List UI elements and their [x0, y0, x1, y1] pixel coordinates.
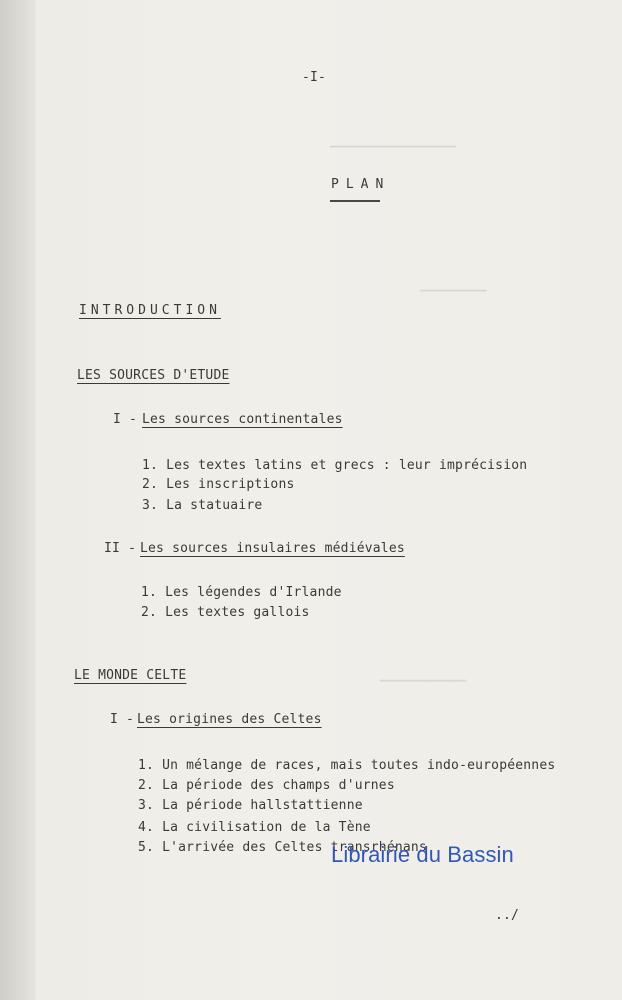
- part-title: Les sources continentales: [142, 412, 343, 427]
- page-gutter: [0, 0, 36, 1000]
- list-item: 5. L'arrivée des Celtes transrhénans: [138, 840, 427, 855]
- page-number: -I-: [302, 70, 327, 85]
- part-numeral: I -: [113, 412, 138, 427]
- list-item: 2. La période des champs d'urnes: [138, 778, 395, 793]
- show-through-text: ▔▔▔▔▔▔▔▔▔▔▔▔▔▔▔▔▔▔▔: [330, 146, 456, 159]
- part-title: Les sources insulaires médiévales: [140, 541, 405, 556]
- introduction-heading: INTRODUCTION: [79, 303, 221, 318]
- list-item: 1. Les textes latins et grecs : leur imprécision: [142, 458, 528, 473]
- continuation-mark: ../: [495, 908, 520, 923]
- list-item: 3. La statuaire: [142, 498, 263, 513]
- list-item: 4. La civilisation de la Tène: [138, 820, 371, 835]
- show-through-text: ▔▔▔▔▔▔▔▔▔▔: [420, 290, 487, 303]
- list-item: 2. Les textes gallois: [141, 605, 310, 620]
- plan-title-rule: [330, 200, 380, 202]
- part-numeral: II -: [104, 541, 137, 556]
- section-heading-sources: LES SOURCES D'ETUDE: [77, 368, 230, 383]
- show-through-text: ▔▔▔▔▔▔▔▔▔▔▔▔▔: [380, 680, 467, 693]
- part-numeral: I -: [110, 712, 135, 727]
- list-item: 2. Les inscriptions: [142, 477, 295, 492]
- plan-title: PLAN: [331, 177, 391, 192]
- watermark-text: Librairie du Bassin: [331, 842, 514, 867]
- list-item: 3. La période hallstattienne: [138, 798, 363, 813]
- section-heading-monde: LE MONDE CELTE: [74, 668, 187, 683]
- part-title: Les origines des Celtes: [137, 712, 322, 727]
- list-item: 1. Les légendes d'Irlande: [141, 585, 342, 600]
- list-item: 1. Un mélange de races, mais toutes indo-européennes: [138, 758, 556, 773]
